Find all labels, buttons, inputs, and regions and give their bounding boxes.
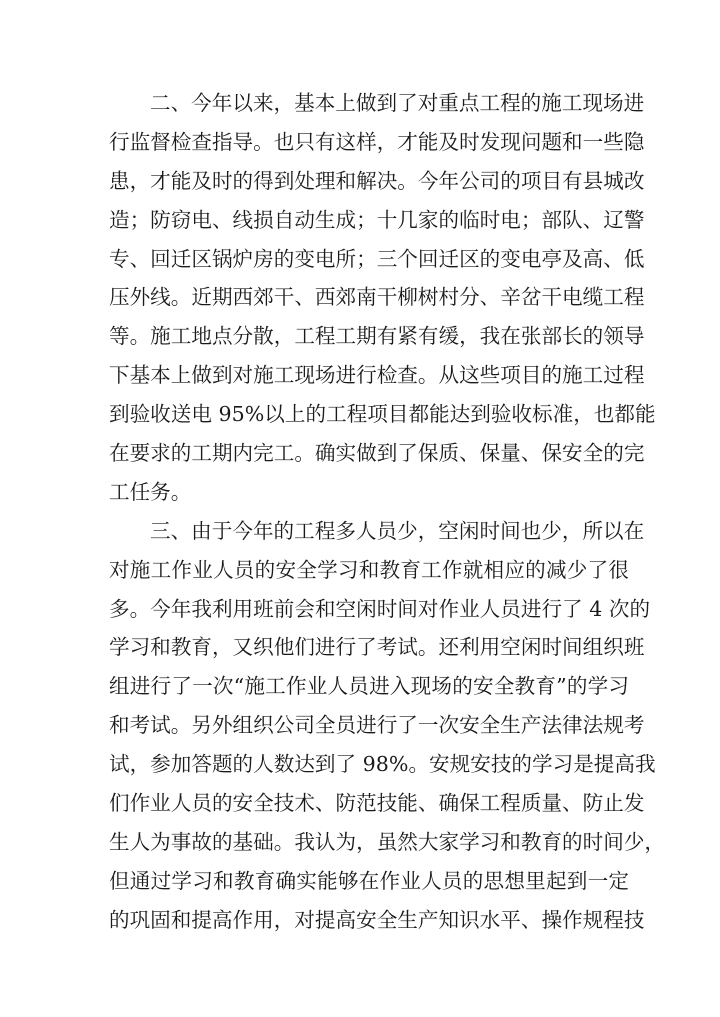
- paragraph-3-line-3: 多。今年我利用班前会和空闲时间对作业人员进行了 4 次的: [109, 596, 651, 621]
- paragraph-3-line-8: 们作业人员的安全技术、防范技能、确保工程质量、防止发: [109, 791, 645, 816]
- paragraph-2-line-7: 等。施工地点分散，工程工期有紧有缓，我在张部长的领导: [109, 324, 645, 349]
- paragraph-3-line-6: 和考试。另外组织公司全员进行了一次安全生产法律法规考: [109, 713, 645, 738]
- paragraph-3-line-11: 的巩固和提高作用，对提高安全生产知识水平、操作规程技: [109, 907, 645, 932]
- paragraph-2-line-4: 造；防窃电、线损自动生成；十几家的临时电；部队、辽警: [109, 207, 645, 232]
- paragraph-3-line-7: 试，参加答题的人数达到了 98%。安规安技的学习是提高我: [109, 752, 656, 777]
- body-text: [109, 84, 666, 940]
- paragraph-2-line-11: 工任务。: [109, 479, 192, 504]
- paragraph-2-line-10: 在要求的工期内完工。确实做到了保质、保量、保安全的完: [109, 441, 645, 466]
- paragraph-2-line-8: 下基本上做到对施工现场进行检查。从这些项目的施工过程: [109, 363, 645, 388]
- paragraph-2-line-9: 到验收送电 95%以上的工程项目都能达到验收标准，也都能: [109, 402, 656, 427]
- paragraph-3-line-2: 对施工作业人员的安全学习和教育工作就相应的减少了很: [109, 557, 629, 582]
- paragraph-2-line-2: 行监督检查指导。也只有这样，才能及时发现问题和一些隐: [109, 129, 645, 154]
- paragraph-2-line-5: 专、回迁区锅炉房的变电所；三个回迁区的变电亭及高、低: [109, 246, 645, 271]
- paragraph-3-line-4: 学习和教育，又织他们进行了考试。还利用空闲时间组织班: [109, 635, 645, 660]
- paragraph-3-line-1: 三、由于今年的工程多人员少，空闲时间也少，所以在: [150, 518, 645, 543]
- paragraph-2-line-1: 二、今年以来，基本上做到了对重点工程的施工现场进: [150, 91, 645, 115]
- paragraph-3-line-9: 生人为事故的基础。我认为，虽然大家学习和教育的时间少，: [109, 829, 666, 854]
- paragraph-3-line-5: 组进行了一次“施工作业人员进入现场的安全教育”的学习: [109, 674, 629, 699]
- paragraph-3-line-10: 但通过学习和教育确实能够在作业人员的思想里起到一定: [109, 868, 629, 893]
- paragraph-2-line-6: 压外线。近期西郊干、西郊南干柳树村分、辛岔干电缆工程: [109, 285, 645, 310]
- paragraph-2-line-3: 患，才能及时的得到处理和解决。今年公司的项目有县城改: [109, 168, 645, 193]
